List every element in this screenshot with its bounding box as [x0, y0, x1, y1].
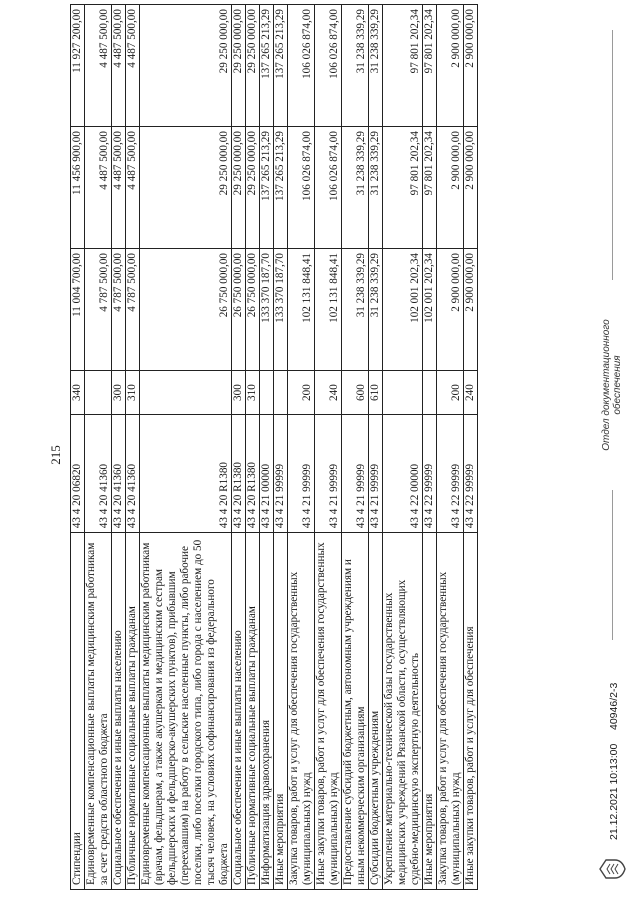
- row-csr-cell: 43 4 20 R1380: [246, 415, 260, 533]
- row-amount-year2-cell: 106 026 874,00: [288, 127, 315, 249]
- row-csr-cell: 43 4 21 99999: [315, 415, 342, 533]
- row-vr-cell: [274, 370, 288, 414]
- row-amount-year3-cell: 97 801 202,34: [383, 5, 423, 127]
- row-amount-year2-cell: 4 487 500,00: [85, 127, 112, 249]
- row-name-cell: Публичные нормативные социальные выплаты гражданам: [246, 533, 260, 890]
- row-amount-year1-cell: 102 001 202,34: [423, 248, 437, 370]
- table-row: [315, 5, 342, 890]
- row-amount-year3-cell: 31 238 339,29: [369, 5, 383, 127]
- table-row: [112, 5, 126, 890]
- row-amount-year1-cell: 26 750 000,00: [246, 248, 260, 370]
- row-name-cell: Единовременные компенсационные выплаты медицинским работникам (врачам, фельдшерам, а также акушеркам и медицинским сестрам фельдшерских и фельдшерско-акушерских пунктов), прибывшим (переехавшим) на работу в сельские населенные пункты, либо рабочие поселки, либо поселки городского типа, либо города с населением до 50 тысяч человек, на условиях софинансирования из федерального бюджета: [140, 533, 232, 890]
- row-name-cell: Иные мероприятия: [274, 533, 288, 890]
- row-amount-year3-cell: 106 026 874,00: [288, 5, 315, 127]
- row-vr-cell: 310: [246, 370, 260, 414]
- row-amount-year3-cell: 4 487 500,00: [85, 5, 112, 127]
- table-row: [260, 5, 274, 890]
- row-name-cell: Субсидии бюджетным учреждениям: [369, 533, 383, 890]
- scan-artifact-line: [612, 490, 613, 640]
- row-name-cell: Иные закупки товаров, работ и услуг для обеспечения государственных (муниципальных) нужд: [315, 533, 342, 890]
- row-amount-year3-cell: 106 026 874,00: [315, 5, 342, 127]
- row-amount-year2-cell: 4 487 500,00: [126, 127, 140, 249]
- row-amount-year1-cell: 26 750 000,00: [140, 248, 232, 370]
- row-amount-year2-cell: 97 801 202,34: [383, 127, 423, 249]
- row-csr-cell: 43 4 20 06820: [71, 415, 85, 533]
- table-row: [140, 5, 232, 890]
- row-vr-cell: 300: [112, 370, 126, 414]
- row-amount-year2-cell: 29 250 000,00: [140, 127, 232, 249]
- row-name-cell: Единовременные компенсационные выплаты медицинским работникам за счет средств областного бюджета: [85, 533, 112, 890]
- row-amount-year1-cell: 2 900 000,00: [464, 248, 478, 370]
- row-amount-year3-cell: 137 265 213,29: [260, 5, 274, 127]
- footer: [598, 10, 632, 890]
- scan-artifact-line: [612, 30, 613, 280]
- row-amount-year2-cell: 11 456 900,00: [71, 127, 85, 249]
- row-csr-cell: 43 4 22 99999: [423, 415, 437, 533]
- row-amount-year2-cell: 137 265 213,29: [260, 127, 274, 249]
- row-csr-cell: 43 4 20 41360: [126, 415, 140, 533]
- table-row: [232, 5, 246, 890]
- row-amount-year1-cell: 133 370 187,70: [274, 248, 288, 370]
- row-vr-cell: 300: [232, 370, 246, 414]
- table-row: [274, 5, 288, 890]
- row-amount-year2-cell: 137 265 213,29: [274, 127, 288, 249]
- table-row: [246, 5, 260, 890]
- row-name-cell: Социальное обеспечение и иные выплаты населению: [232, 533, 246, 890]
- row-amount-year3-cell: 4 487 500,00: [112, 5, 126, 127]
- row-amount-year2-cell: 97 801 202,34: [423, 127, 437, 249]
- row-amount-year1-cell: 102 131 848,41: [288, 248, 315, 370]
- row-amount-year2-cell: 29 250 000,00: [246, 127, 260, 249]
- row-vr-cell: 200: [288, 370, 315, 414]
- row-csr-cell: 43 4 22 99999: [437, 415, 464, 533]
- row-name-cell: Закупка товаров, работ и услуг для обеспечения государственных (муниципальных) нужд: [288, 533, 315, 890]
- document-number: 40946/2-3: [608, 682, 620, 730]
- row-name-cell: Стипендии: [71, 533, 85, 890]
- table-row: [288, 5, 315, 890]
- row-amount-year1-cell: 31 238 339,29: [369, 248, 383, 370]
- row-name-cell: Публичные нормативные социальные выплаты гражданам: [126, 533, 140, 890]
- row-amount-year2-cell: 2 900 000,00: [437, 127, 464, 249]
- row-amount-year1-cell: 2 900 000,00: [437, 248, 464, 370]
- row-csr-cell: 43 4 21 99999: [342, 415, 369, 533]
- row-csr-cell: 43 4 21 99999: [288, 415, 315, 533]
- row-amount-year2-cell: 31 238 339,29: [369, 127, 383, 249]
- row-amount-year1-cell: 4 787 500,00: [85, 248, 112, 370]
- row-csr-cell: 43 4 20 41360: [85, 415, 112, 533]
- row-amount-year3-cell: 137 265 213,29: [274, 5, 288, 127]
- row-amount-year3-cell: 29 250 000,00: [232, 5, 246, 127]
- row-amount-year3-cell: 2 900 000,00: [464, 5, 478, 127]
- row-amount-year3-cell: 31 238 339,29: [342, 5, 369, 127]
- row-vr-cell: [140, 370, 232, 414]
- row-name-cell: Предоставление субсидий бюджетным, автономным учреждениям и иным некоммерческим организациям: [342, 533, 369, 890]
- row-vr-cell: [383, 370, 423, 414]
- row-name-cell: Иные закупки товаров, работ и услуг для обеспечения: [464, 533, 478, 890]
- row-vr-cell: 600: [342, 370, 369, 414]
- row-vr-cell: 610: [369, 370, 383, 414]
- department-stamp: Отдел документационного обеспечения: [601, 319, 623, 451]
- row-amount-year2-cell: 31 238 339,29: [342, 127, 369, 249]
- row-amount-year1-cell: 26 750 000,00: [232, 248, 246, 370]
- row-csr-cell: 43 4 20 41360: [112, 415, 126, 533]
- row-amount-year3-cell: 2 900 000,00: [437, 5, 464, 127]
- row-amount-year2-cell: 4 487 500,00: [112, 127, 126, 249]
- table-row: [342, 5, 369, 890]
- page-number: 215: [48, 445, 63, 465]
- row-vr-cell: [260, 370, 274, 414]
- row-amount-year3-cell: 11 927 200,00: [71, 5, 85, 127]
- table-row: [383, 5, 423, 890]
- row-amount-year1-cell: 11 004 700,00: [71, 248, 85, 370]
- row-amount-year2-cell: 106 026 874,00: [315, 127, 342, 249]
- row-amount-year2-cell: 29 250 000,00: [232, 127, 246, 249]
- row-amount-year1-cell: 102 001 202,34: [383, 248, 423, 370]
- row-vr-cell: 340: [71, 370, 85, 414]
- row-amount-year1-cell: 102 131 848,41: [315, 248, 342, 370]
- row-csr-cell: 43 4 21 99999: [369, 415, 383, 533]
- table-row: [85, 5, 112, 890]
- row-amount-year2-cell: 2 900 000,00: [464, 127, 478, 249]
- row-amount-year1-cell: 31 238 339,29: [342, 248, 369, 370]
- row-name-cell: Социальное обеспечение и иные выплаты населению: [112, 533, 126, 890]
- row-csr-cell: 43 4 21 99999: [274, 415, 288, 533]
- row-name-cell: Закупка товаров, работ и услуг для обеспечения государственных (муниципальных) нужд: [437, 533, 464, 890]
- table-row: [71, 5, 85, 890]
- row-amount-year1-cell: 4 787 500,00: [126, 248, 140, 370]
- row-amount-year1-cell: 4 787 500,00: [112, 248, 126, 370]
- row-amount-year3-cell: 29 250 000,00: [246, 5, 260, 127]
- table-row: [423, 5, 437, 890]
- emblem-icon: [598, 856, 626, 882]
- row-csr-cell: 43 4 20 R1380: [140, 415, 232, 533]
- row-amount-year1-cell: 133 370 187,70: [260, 248, 274, 370]
- row-vr-cell: 240: [315, 370, 342, 414]
- stamp-datetime: 21.12.2021 10:13:00: [608, 743, 620, 840]
- row-amount-year3-cell: 29 250 000,00: [140, 5, 232, 127]
- table-row: [464, 5, 478, 890]
- row-amount-year3-cell: 4 487 500,00: [126, 5, 140, 127]
- row-csr-cell: 43 4 22 00000: [383, 415, 423, 533]
- row-vr-cell: [85, 370, 112, 414]
- table-row: [126, 5, 140, 890]
- row-vr-cell: [423, 370, 437, 414]
- row-name-cell: Укрепление материально-технической базы государственных медицинских учреждений Рязанской области, осуществляющих судебно-медицинскую экспертную деятельность: [383, 533, 423, 890]
- table-row: [369, 5, 383, 890]
- table-row: [437, 5, 464, 890]
- row-name-cell: Иные мероприятия: [423, 533, 437, 890]
- budget-table: [70, 4, 478, 890]
- row-vr-cell: 310: [126, 370, 140, 414]
- row-csr-cell: 43 4 20 R1380: [232, 415, 246, 533]
- row-name-cell: Информатизация здравоохранения: [260, 533, 274, 890]
- row-amount-year3-cell: 97 801 202,34: [423, 5, 437, 127]
- row-vr-cell: 240: [464, 370, 478, 414]
- row-vr-cell: 200: [437, 370, 464, 414]
- budget-table-body: [71, 5, 478, 890]
- row-csr-cell: 43 4 22 99999: [464, 415, 478, 533]
- row-csr-cell: 43 4 21 00000: [260, 415, 274, 533]
